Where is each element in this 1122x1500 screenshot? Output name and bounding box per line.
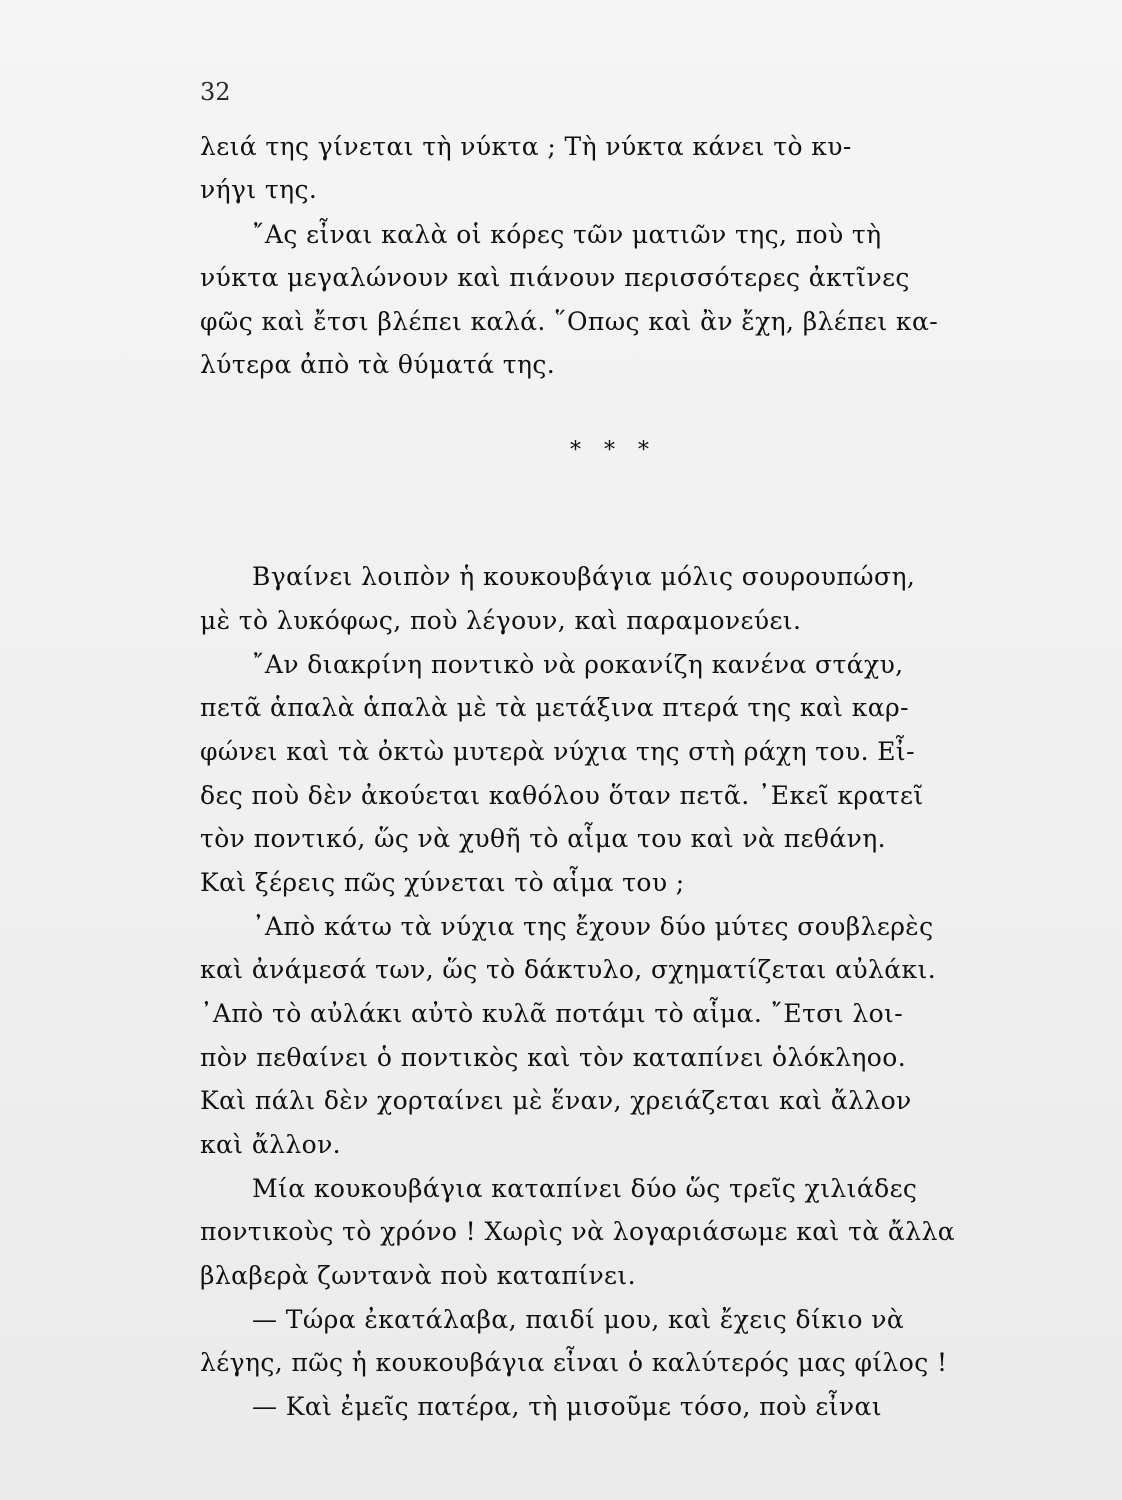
text-line: τὸν ποντικό, ὥς νὰ χυθῆ τὸ αἷμα του καὶ νὰ πεθάνη. bbox=[200, 824, 886, 853]
text-line: πετᾶ ἁπαλὰ ἁπαλὰ μὲ τὰ μετάξινα πτερά της καὶ καρ- bbox=[200, 693, 909, 722]
text-line: μὲ τὸ λυκόφως, ποὺ λέγουν, καὶ παραμονεύει. bbox=[200, 606, 802, 635]
text-line: ποντικοὺς τὸ χρόνο ! Χωρὶς νὰ λογαριάσωμε καὶ τὰ ἄλλα bbox=[200, 1217, 955, 1246]
text-line: Μία κουκουβάγια καταπίνει δύο ὥς τρεῖς χιλιάδες bbox=[252, 1174, 918, 1203]
text-line: Καὶ ξέρεις πῶς χύνεται τὸ αἷμα του ; bbox=[200, 868, 685, 897]
text-line: νήγι της. bbox=[200, 175, 318, 204]
text-line: καὶ ἄλλον. bbox=[200, 1130, 342, 1159]
text-line: φῶς καὶ ἔτσι βλέπει καλά. ῞Οπως καὶ ἂν ἔχη, βλέπει κα- bbox=[200, 307, 939, 336]
text-line: καὶ ἀνάμεσά των, ὥς τὸ δάκτυλο, σχηματίζεται αὐλάκι. bbox=[200, 955, 937, 984]
text-line: — Καὶ ἐμεῖς πατέρα, τὴ μισοῦμε τόσο, ποὺ εἶναι bbox=[252, 1392, 883, 1421]
text-line: Καὶ πάλι δὲν χορταίνει μὲ ἕναν, χρειάζεται καὶ ἄλλον bbox=[200, 1086, 912, 1115]
text-line: λειά της γίνεται τὴ νύκτα ; Τὴ νύκτα κάνει τὸ κυ- bbox=[200, 132, 852, 161]
text-line: Βγαίνει λοιπὸν ἡ κουκουβάγια μόλις σουρουπώση, bbox=[252, 562, 916, 591]
text-line: ᾿Απὸ κάτω τὰ νύχια της ἔχουν δύο μύτες σουβλερὲς bbox=[252, 912, 934, 941]
page-number: 32 bbox=[200, 78, 231, 106]
text-line: — Τώρα ἐκατάλαβα, παιδί μου, καὶ ἔχεις δίκιο νὰ bbox=[252, 1305, 905, 1334]
text-line: λέγης, πῶς ἡ κουκουβάγια εἶναι ὁ καλύτερός μας φίλος ! bbox=[200, 1348, 948, 1377]
section-divider: * * * bbox=[570, 438, 657, 463]
text-line: λύτερα ἀπὸ τὰ θύματά της. bbox=[200, 350, 556, 379]
text-line: ῎Ας εἶναι καλὰ οἱ κόρες τῶν ματιῶν της, ποὺ τὴ bbox=[252, 220, 882, 249]
text-line: ῎Αν διακρίνη ποντικὸ νὰ ροκανίζη κανένα στάχυ, bbox=[252, 650, 904, 679]
text-line: δες ποὺ δὲν ἀκούεται καθόλου ὅταν πετᾶ. ᾿Εκεῖ κρατεῖ bbox=[200, 781, 924, 810]
text-line: ᾿Απὸ τὸ αὐλάκι αὐτὸ κυλᾶ ποτάμι τὸ αἷμα. ῎Ετσι λοι- bbox=[200, 999, 904, 1028]
text-line: φώνει καὶ τὰ ὀκτὼ μυτερὰ νύχια της στὴ ράχη του. Εἶ- bbox=[200, 737, 915, 766]
text-line: βλαβερὰ ζωντανὰ ποὺ καταπίνει. bbox=[200, 1261, 636, 1290]
text-line: νύκτα μεγαλώνουν καὶ πιάνουν περισσότερες ἀκτῖνες bbox=[200, 263, 910, 292]
text-line: πὸν πεθαίνει ὁ ποντικὸς καὶ τὸν καταπίνει ὁλόκληοο. bbox=[200, 1043, 907, 1072]
